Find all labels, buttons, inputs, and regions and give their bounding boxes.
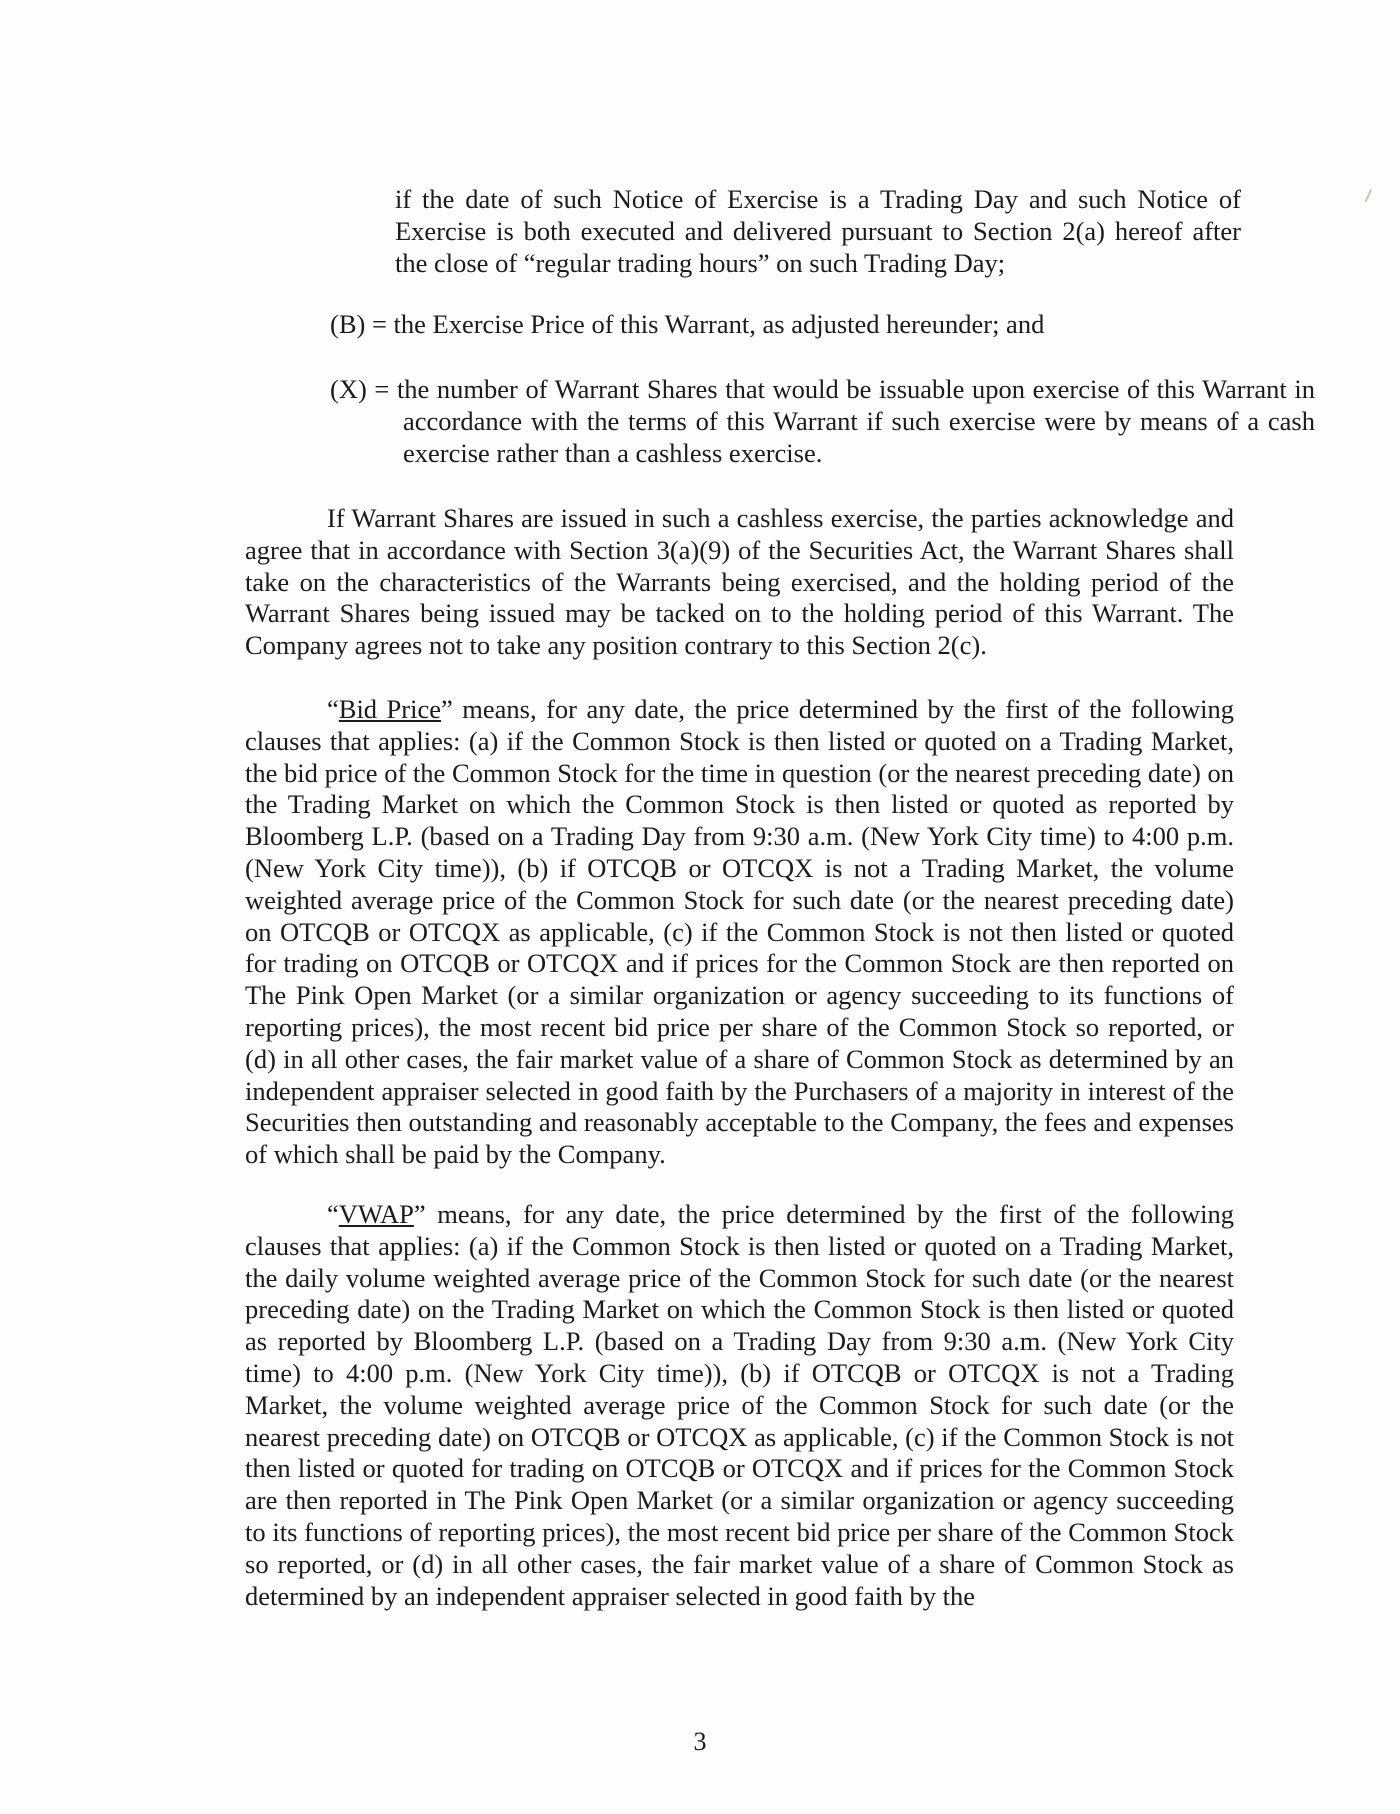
scan-mark — [1364, 189, 1377, 205]
vwap-term: VWAP — [338, 1199, 414, 1229]
definition-b: (B) = the Exercise Price of this Warrant, as adjusted hereunder; and — [330, 309, 1045, 339]
bid-price-term: Bid Price — [338, 694, 441, 724]
vwap-paragraph — [245, 1199, 1234, 1612]
page-number: 3 — [693, 1727, 707, 1756]
bid-price-open-quote: “ — [327, 694, 339, 724]
vwap-body: ” means, for any date, the price determined by the first of the following clauses that applies: (a) if the Common Stock is then listed or quoted on a Trading Market, the daily volume weighted average price of the Common Stock for such date (or the nearest preceding date) on the Trading Market on which the Common Stock is then listed or quoted as reported by Bloomberg L.P. (based on a Trading Day from 9:30 a.m. (New York City time) to 4:00 p.m. (New York City time)), (b) if OTCQB or OTCQX is not a Trading Market, the volume weighted average price of the Common Stock for such date (or the nearest preceding date) on OTCQB or OTCQX as applicable, (c) if the Common Stock is not then listed or quoted for trading on OTCQB or OTCQX and if prices for the Common Stock are then reported in The Pink Open Market (or a similar organization or agency succeeding to its functions of reporting prices), the most recent bid price per share of the Common Stock so reported, or (d) in all other cases, the fair market value of a share of Common Stock as determined by an independent appraiser selected in good faith by the — [245, 1199, 1234, 1611]
vwap-open-quote: “ — [327, 1199, 339, 1229]
continuation-paragraph: if the date of such Notice of Exercise is a Trading Day and such Notice of Exercise is both executed and delivered pursuant to Section 2(a) hereof after the close of “regular trading hours” on such Trading Day; — [395, 184, 1241, 278]
bid-price-body: ” means, for any date, the price determined by the first of the following clauses that applies: (a) if the Common Stock is then listed or quoted on a Trading Market, the bid price of the Common Stock for the time in question (or the nearest preceding date) on the Trading Market on which the Common Stock is then listed or quoted as reported by Bloomberg L.P. (based on a Trading Day from 9:30 a.m. (New York City time) to 4:00 p.m. (New York City time)), (b) if OTCQB or OTCQX is not a Trading Market, the volume weighted average price of the Common Stock for such date (or the nearest preceding date) on OTCQB or OTCQX as applicable, (c) if the Common Stock is not then listed or quoted for trading on OTCQB or OTCQX and if prices for the Common Stock are then reported on The Pink Open Market (or a similar organization or agency succeeding to its functions of reporting prices), the most recent bid price per share of the Common Stock so reported, or (d) in all other cases, the fair market value of a share of Common Stock as determined by an independent appraiser selected in good faith by the Purchasers of a majority in interest of the Securities then outstanding and reasonably acceptable to the Company, the fees and expenses of which shall be paid by the Company. — [245, 694, 1234, 1170]
cashless-exercise-paragraph: If Warrant Shares are issued in such a cashless exercise, the parties acknowledge and agree that in accordance with Section 3(a)(9) of the Securities Act, the Warrant Shares shall take on the characteristics of the Warrants being exercised, and the holding period of the Warrant Shares being issued may be tacked on to the holding period of this Warrant. The Company agrees not to take any position contrary to this Section 2(c). — [245, 503, 1234, 661]
bid-price-paragraph — [245, 694, 1234, 1171]
definition-x: (X) = the number of Warrant Shares that would be issuable upon exercise of this Warrant in accordance with the terms of this Warrant if such exercise were by means of a cash exercise rather than a cashless exercise. — [330, 374, 1315, 468]
